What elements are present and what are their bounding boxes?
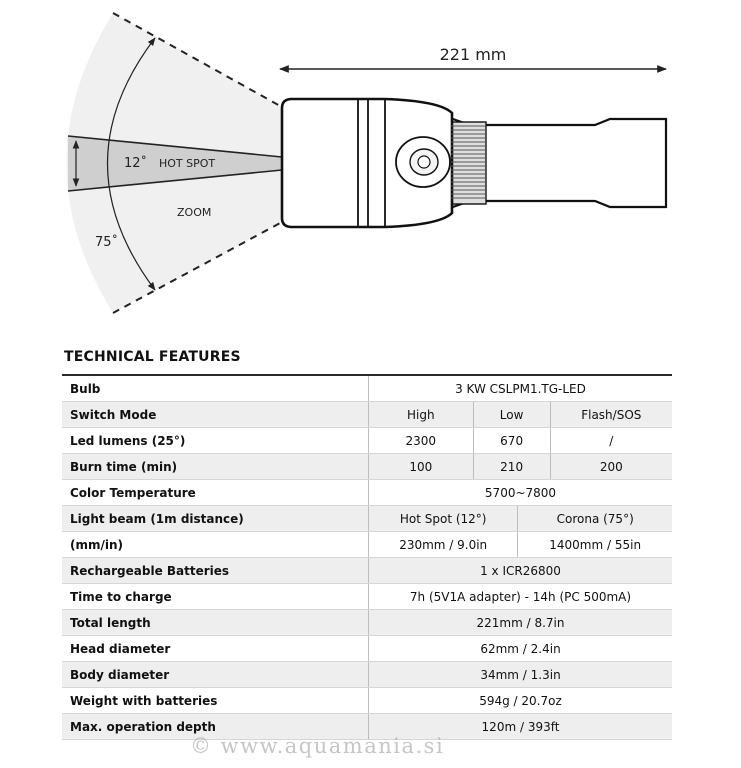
row-value: 594g / 20.7oz <box>369 688 673 714</box>
cell-low: Low <box>473 402 550 428</box>
cell-flash: Flash/SOS <box>550 402 672 428</box>
row-label: Max. operation depth <box>62 714 369 740</box>
cell-flash: / <box>550 428 672 454</box>
row-label: Body diameter <box>62 662 369 688</box>
section-title: TECHNICAL FEATURES <box>64 349 241 365</box>
table-row <box>62 610 672 636</box>
row-value: 34mm / 1.3in <box>369 662 673 688</box>
table-row <box>62 584 672 610</box>
row-label: Time to charge <box>62 584 369 610</box>
row-label: Total length <box>62 610 369 636</box>
row-label: Head diameter <box>62 636 369 662</box>
length-label: 221 mm <box>439 45 507 64</box>
cell-hotspot: Hot Spot (12°) <box>369 506 518 532</box>
row-value: 3 KW CSLPM1.TG-LED <box>369 375 673 402</box>
table-row <box>62 662 672 688</box>
row-value: 62mm / 2.4in <box>369 636 673 662</box>
cell-low: 670 <box>473 428 550 454</box>
watermark: © www.aquamania.si <box>190 734 445 758</box>
hotspot-angle-label: 12˚ <box>124 156 148 171</box>
zoom-label: ZOOM <box>177 206 212 219</box>
hotspot-label: HOT SPOT <box>159 157 216 170</box>
row-label: Light beam (1m distance) <box>62 506 369 532</box>
cell-high: High <box>369 402 474 428</box>
row-value: 120m / 393ft <box>369 714 673 740</box>
flashlight <box>282 99 666 227</box>
switch-button-center <box>418 156 430 168</box>
flashlight-diagram <box>0 0 741 340</box>
row-label: Burn time (min) <box>62 454 369 480</box>
table-row <box>62 454 672 480</box>
row-value: 1 x ICR26800 <box>369 558 673 584</box>
cell-flash: 200 <box>550 454 672 480</box>
row-value: 5700~7800 <box>369 480 673 506</box>
table-row <box>62 506 672 532</box>
table-row <box>62 558 672 584</box>
table-row <box>62 375 672 402</box>
row-value: 221mm / 8.7in <box>369 610 673 636</box>
table-row <box>62 636 672 662</box>
table-row <box>62 402 672 428</box>
cell-high: 100 <box>369 454 474 480</box>
row-label: Rechargeable Batteries <box>62 558 369 584</box>
row-label: Led lumens (25°) <box>62 428 369 454</box>
row-value: 7h (5V1A adapter) - 14h (PC 500mA) <box>369 584 673 610</box>
table-row <box>62 532 672 558</box>
table-row <box>62 480 672 506</box>
table-row <box>62 428 672 454</box>
row-label: Switch Mode <box>62 402 369 428</box>
row-label: Bulb <box>62 375 369 402</box>
table-row <box>62 688 672 714</box>
cell-high: 2300 <box>369 428 474 454</box>
cell-corona: Corona (75°) <box>518 506 672 532</box>
cell-hotspot: 230mm / 9.0in <box>369 532 518 558</box>
cell-low: 210 <box>473 454 550 480</box>
row-label: Weight with batteries <box>62 688 369 714</box>
zoom-angle-label: 75˚ <box>95 235 119 250</box>
row-label: Color Temperature <box>62 480 369 506</box>
row-label: (mm/in) <box>62 532 369 558</box>
cell-corona: 1400mm / 55in <box>518 532 672 558</box>
spec-table <box>62 374 672 740</box>
